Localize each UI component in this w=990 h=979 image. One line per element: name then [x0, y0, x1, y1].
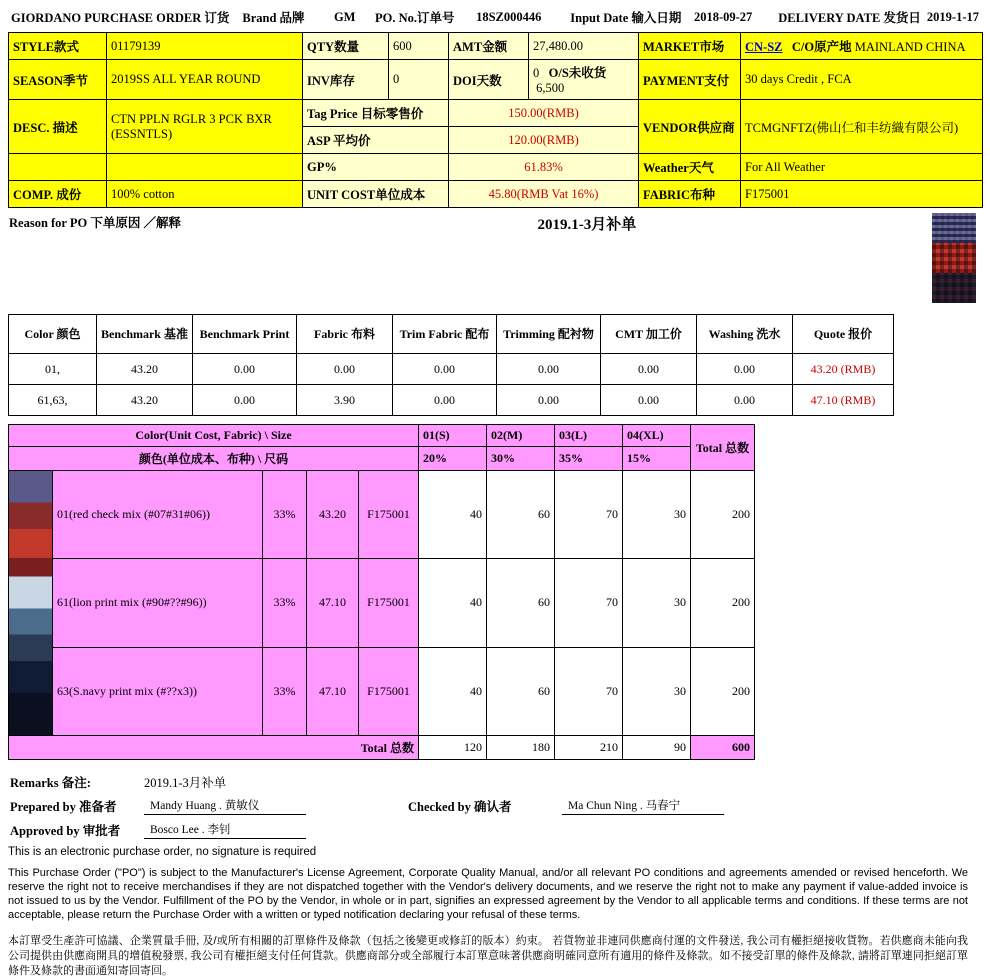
remarks-signature-block — [8, 770, 982, 842]
total-size-2: 180 — [487, 736, 555, 760]
color-swatch-column — [9, 471, 53, 736]
qty-size-1: 40 — [419, 647, 487, 735]
delivery-date-value: 2019-1-17 — [926, 9, 979, 24]
input-date-value: 2018-09-27 — [693, 9, 753, 24]
os-label: O/S未收货 — [548, 66, 607, 80]
fabric-swatch-check-icon — [932, 213, 976, 243]
delivery-date-label: DELIVERY DATE 发货日 — [778, 11, 921, 25]
total-size-3: 210 — [555, 736, 623, 760]
size-col-1: 01(S) — [419, 425, 487, 447]
cell-benchmark-print: 0.00 — [193, 385, 297, 416]
table-row — [9, 647, 755, 735]
color-cost: 47.10 — [307, 559, 359, 647]
cell-benchmark-print: 0.00 — [193, 354, 297, 385]
qty-row-total: 200 — [691, 647, 755, 735]
qty-size-3: 70 — [555, 559, 623, 647]
size-total-header: Total 总数 — [691, 425, 755, 471]
co-label: C/O原产地 — [791, 40, 852, 54]
price-breakdown-table — [8, 314, 894, 416]
cell-quote: 43.20 (RMB) — [793, 354, 894, 385]
color-name: 63(S.navy print mix (#??x3)) — [53, 647, 263, 735]
qty-size-1: 40 — [419, 471, 487, 559]
col-trim-fabric: Trim Fabric 配布 — [393, 315, 497, 354]
market-value-cell — [741, 33, 983, 60]
ratio-4: 15% — [623, 447, 691, 471]
approved-by-label: Approved by 审批者 — [10, 824, 121, 838]
unit-cost-value: 45.80(RMB Vat 16%) — [449, 181, 639, 208]
color-swatch-strip-icon — [9, 471, 52, 735]
desc-value: CTN PPLN RGLR 3 PCK BXR (ESSNTLS) — [107, 100, 303, 154]
color-fabric: F175001 — [359, 471, 419, 559]
color-pct: 33% — [263, 471, 307, 559]
payment-label: PAYMENT支付 — [639, 60, 741, 100]
desc-label: DESC. 描述 — [9, 100, 107, 154]
reason-row — [8, 212, 982, 304]
remarks-value: 2019.1-3月补单 — [144, 776, 227, 790]
asp-value: 120.00(RMB) — [449, 127, 639, 154]
qty-size-3: 70 — [555, 647, 623, 735]
asp-label: ASP 平均价 — [303, 127, 449, 154]
os-value: 6,500 — [536, 81, 565, 95]
color-fabric: F175001 — [359, 559, 419, 647]
qty-size-1: 40 — [419, 559, 487, 647]
legal-text-en: This Purchase Order ("PO") is subject to the Manufacturer's License Agreement, Corporate Quality Manual, and/or all relevant PO conditions and agreements amended or revised henceforth. We reserve the right not to receive merchandises if they are not dispatched together with the Vendor's delivery documents, and we reserve the right not to make any payment if value-added invoice is not issued to us by the Vendor. Fulfillment of the PO by the Vendor, in whole or in part, signifies an expressed agreement by the Vendor to all applicable terms and conditions. If these terms are not acceptable, please return the Purchase Order with a written or typed notification declaring your refusal of these terms. — [8, 867, 968, 921]
remarks-label: Remarks 备注: — [10, 776, 91, 790]
reason-note: 2019.1-3月补单 — [537, 217, 637, 233]
size-table-title-cn: 颜色(单位成本、布种) \ 尺码 — [9, 447, 419, 471]
total-row-label: Total 总数 — [9, 736, 419, 760]
color-name: 61(lion print mix (#90#??#96)) — [53, 559, 263, 647]
col-washing: Washing 洗水 — [697, 315, 793, 354]
total-size-4: 90 — [623, 736, 691, 760]
electronic-signature-note: This is an electronic purchase order, no signature is required — [8, 846, 317, 858]
col-benchmark: Benchmark 基准 — [97, 315, 193, 354]
co-value: MAINLAND CHINA — [854, 40, 966, 54]
po-number-value: 18SZ000446 — [476, 9, 542, 24]
weather-label: Weather天气 — [639, 154, 741, 181]
size-header-row-1 — [9, 425, 755, 447]
qty-size-2: 60 — [487, 559, 555, 647]
fabric-swatch-dark-icon — [932, 273, 976, 303]
col-color: Color 颜色 — [9, 315, 97, 354]
color-size-breakdown-table — [8, 424, 755, 760]
col-fabric: Fabric 布料 — [297, 315, 393, 354]
color-cost: 43.20 — [307, 471, 359, 559]
ratio-1: 20% — [419, 447, 487, 471]
po-number-label: PO. No.订单号 — [375, 11, 455, 25]
style-label: STYLE款式 — [9, 33, 107, 60]
fabric-value: F175001 — [741, 181, 983, 208]
color-pct: 33% — [263, 647, 307, 735]
size-header-row-2 — [9, 447, 755, 471]
cell-benchmark: 43.20 — [97, 354, 193, 385]
weather-value: For All Weather — [741, 154, 983, 181]
inv-label: INV库存 — [303, 60, 389, 100]
fabric-label: FABRIC布种 — [639, 181, 741, 208]
grand-total: 600 — [691, 736, 755, 760]
qty-value: 600 — [389, 33, 449, 60]
swatch-stack — [931, 212, 982, 304]
total-size-1: 120 — [419, 736, 487, 760]
market-label: MARKET市场 — [639, 33, 741, 60]
qty-row-total: 200 — [691, 471, 755, 559]
checked-by-label: Checked by 确认者 — [408, 800, 512, 814]
doi-os-cell — [529, 60, 639, 100]
approved-by-value: Bosco Lee . 李钊 — [144, 821, 306, 839]
qty-size-2: 60 — [487, 647, 555, 735]
cell-fabric: 3.90 — [297, 385, 393, 416]
spacer-left-1 — [9, 154, 107, 181]
col-trimming: Trimming 配衬物 — [497, 315, 601, 354]
size-col-4: 04(XL) — [623, 425, 691, 447]
prepared-by-label: Prepared by 准备者 — [10, 800, 117, 814]
cell-trimming: 0.00 — [497, 385, 601, 416]
cell-cmt: 0.00 — [601, 354, 697, 385]
qty-size-4: 30 — [623, 559, 691, 647]
amt-label: AMT金额 — [449, 33, 529, 60]
cell-fabric: 0.00 — [297, 354, 393, 385]
doi-label: DOI天数 — [449, 60, 529, 100]
style-value: 01179139 — [107, 33, 303, 60]
gp-value: 61.83% — [449, 154, 639, 181]
cell-quote: 47.10 (RMB) — [793, 385, 894, 416]
document-header — [8, 6, 982, 30]
order-info-grid — [8, 32, 983, 208]
gp-label: GP% — [303, 154, 449, 181]
cell-color: 61,63, — [9, 385, 97, 416]
spacer-left-2 — [107, 154, 303, 181]
season-value: 2019SS ALL YEAR ROUND — [107, 60, 303, 100]
qty-label: QTY数量 — [303, 33, 389, 60]
comp-value: 100% cotton — [107, 181, 303, 208]
cell-trim-fabric: 0.00 — [393, 385, 497, 416]
table-row — [9, 354, 894, 385]
input-date-label: Input Date 输入日期 — [570, 11, 682, 25]
legal-text-cn: 本訂單受生產許可協議、企業質量手冊, 及/或所有相關的訂單條件及條款（包括之後變更或修訂的版本）約束。 若貨物並非連同供應商付運的文件發送, 我公司有權拒絕接收貨物。若供應商未能向我公司提供由供應商開具的增值稅發票, 我公司有權拒絕支付任何貨款。供應商部分或全部履行本訂單意味著供應商明確同意所有適用的條件及條款。如不接受訂單的條件及條款, 請將訂單連同拒絕訂單條件及條款的書面通知寄回寄回。 — [8, 935, 968, 977]
comp-label: COMP. 成份 — [9, 181, 107, 208]
prepared-by-value: Mandy Huang . 黄敏仪 — [144, 797, 306, 815]
table-row — [9, 559, 755, 647]
unit-cost-label: UNIT COST单位成本 — [303, 181, 449, 208]
tag-price-value: 150.00(RMB) — [449, 100, 639, 127]
cell-trim-fabric: 0.00 — [393, 354, 497, 385]
cell-washing: 0.00 — [697, 354, 793, 385]
document-title: GIORDANO PURCHASE ORDER 订货 — [11, 11, 230, 25]
col-cmt: CMT 加工价 — [601, 315, 697, 354]
cell-trimming: 0.00 — [497, 354, 601, 385]
qty-row-total: 200 — [691, 559, 755, 647]
cell-color: 01, — [9, 354, 97, 385]
table-row — [9, 385, 894, 416]
col-quote: Quote 报价 — [793, 315, 894, 354]
ratio-3: 35% — [555, 447, 623, 471]
price-table-header-row — [9, 315, 894, 354]
qty-size-4: 30 — [623, 647, 691, 735]
cell-washing: 0.00 — [697, 385, 793, 416]
color-cost: 47.10 — [307, 647, 359, 735]
col-benchmark-print: Benchmark Print — [193, 315, 297, 354]
size-col-3: 03(L) — [555, 425, 623, 447]
qty-size-2: 60 — [487, 471, 555, 559]
vendor-value: TCMGNFTZ(佛山仁和丰纺織有限公司) — [741, 100, 983, 154]
qty-size-4: 30 — [623, 471, 691, 559]
color-name: 01(red check mix (#07#31#06)) — [53, 471, 263, 559]
brand-label: Brand 品牌 — [242, 11, 305, 25]
qty-size-3: 70 — [555, 471, 623, 559]
cell-cmt: 0.00 — [601, 385, 697, 416]
color-pct: 33% — [263, 559, 307, 647]
color-fabric: F175001 — [359, 647, 419, 735]
amt-value: 27,480.00 — [529, 33, 639, 60]
ratio-2: 30% — [487, 447, 555, 471]
table-row — [9, 471, 755, 559]
tag-price-label: Tag Price 目标零售价 — [303, 100, 449, 127]
market-value: CN-SZ — [745, 40, 783, 54]
cell-benchmark: 43.20 — [97, 385, 193, 416]
brand-value: GM — [333, 9, 356, 24]
doi-value: 0 — [533, 66, 540, 80]
checked-by-value: Ma Chun Ning . 马春宁 — [562, 797, 724, 815]
payment-value: 30 days Credit , FCA — [741, 60, 983, 100]
size-col-2: 02(M) — [487, 425, 555, 447]
fabric-swatch-red-icon — [932, 243, 976, 273]
inv-value: 0 — [389, 60, 449, 100]
size-total-row — [9, 736, 755, 760]
size-table-title-en: Color(Unit Cost, Fabric) \ Size — [9, 425, 419, 447]
reason-label: Reason for PO 下单原因 ／解释 — [9, 216, 181, 230]
vendor-label: VENDOR供应商 — [639, 100, 741, 154]
season-label: SEASON季节 — [9, 60, 107, 100]
